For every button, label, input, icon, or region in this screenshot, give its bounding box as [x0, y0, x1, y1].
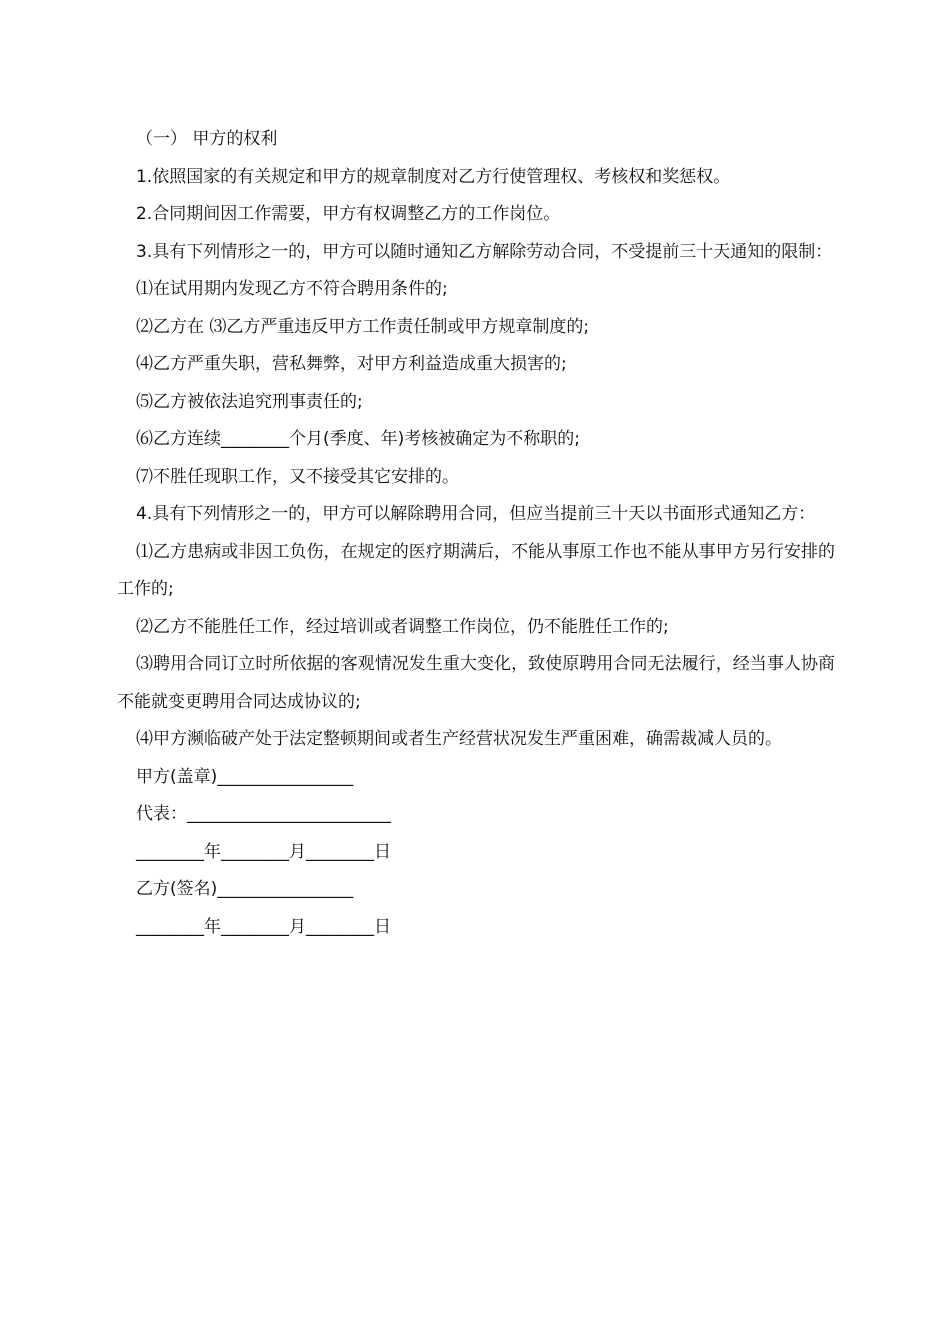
- clause-3-item-5: ⑸乙方被依法追究刑事责任的;: [136, 391, 363, 412]
- clause-4-item-4: ⑷甲方濒临破产处于法定整顿期间或者生产经营状况发生严重困难，确需裁减人员的。: [136, 729, 782, 749]
- document-body: [117, 121, 835, 946]
- clause-4: 4.具有下列情形之一的，甲方可以解除聘用合同，但应当提前三十天以书面形式通知乙方：: [136, 504, 816, 524]
- clause-1: 1.依照国家的有关规定和甲方的规章制度对乙方行使管理权、考核权和奖惩权。: [136, 166, 731, 187]
- clause-4-item-1: ⑴乙方患病或非因工负伤，在规定的医疗期满后，不能从事原工作也不能从事甲方另行安排的工作的;: [117, 541, 835, 599]
- clause-4-item-2: ⑵乙方不能胜任工作，经过培训或者调整工作岗位，仍不能胜任工作的;: [136, 616, 669, 637]
- clause-3-item-4: ⑷乙方严重失职，营私舞弊，对甲方利益造成重大损害的;: [136, 354, 567, 374]
- party-a-date-line: ________年________月________日: [136, 841, 391, 862]
- representative-line: 代表：________________________: [136, 804, 391, 824]
- clause-3-item-2: ⑵乙方在 ⑶乙方严重违反甲方工作责任制或甲方规章制度的;: [136, 316, 590, 337]
- clause-3: 3.具有下列情形之一的，甲方可以随时通知乙方解除劳动合同，不受提前三十天通知的限制：: [136, 241, 833, 262]
- clause-2: 2.合同期间因工作需要，甲方有权调整乙方的工作岗位。: [136, 204, 561, 224]
- party-a-seal-line: 甲方(盖章)________________: [136, 766, 354, 787]
- section-heading: （一） 甲方的权利: [136, 129, 278, 149]
- clause-3-item-6: ⑹乙方连续________个月(季度、年)考核被确定为不称职的;: [136, 429, 580, 449]
- clause-4-item-3: ⑶聘用合同订立时所依据的客观情况发生重大变化，致使原聘用合同无法履行，经当事人协商不能就变更聘用合同达成协议的;: [117, 654, 835, 712]
- clause-3-item-7: ⑺不胜任现职工作，又不接受其它安排的。: [136, 466, 459, 487]
- party-b-date-line: ________年________月________日: [136, 916, 391, 937]
- clause-3-item-1: ⑴在试用期内发现乙方不符合聘用条件的;: [136, 279, 448, 299]
- party-b-signature-line: 乙方(签名)________________: [136, 879, 354, 899]
